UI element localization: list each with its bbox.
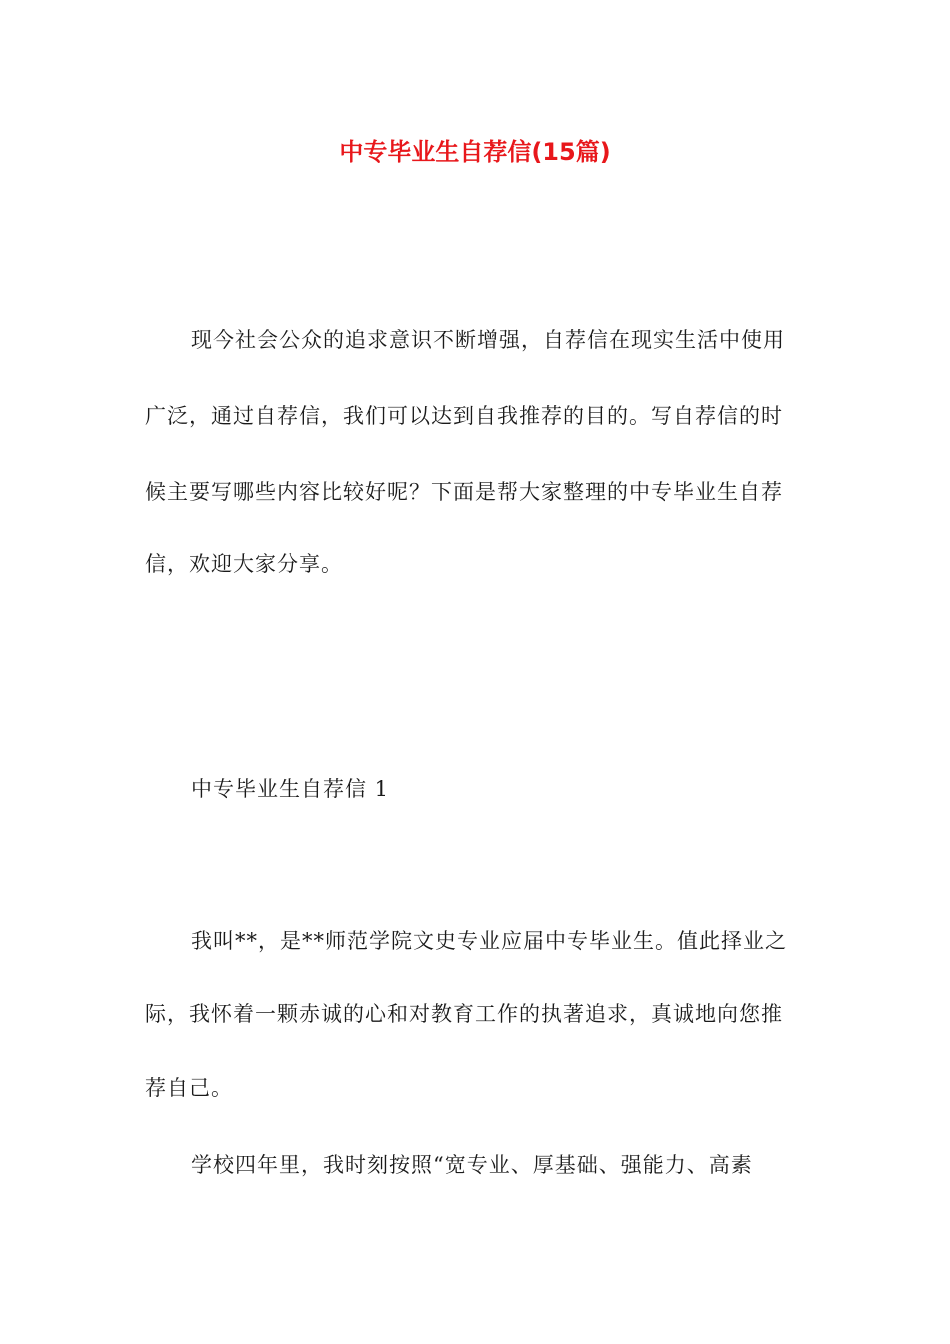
section-heading: 中专毕业生自荐信 1 (191, 777, 390, 801)
body-line: 荐自己。 (145, 1076, 233, 1100)
body-line: 际，我怀着一颗赤诚的心和对教育工作的执著追求，真诚地向您推 (145, 1002, 783, 1026)
document-title: 中专毕业生自荐信(15篇) (339, 138, 611, 166)
intro-line: 广泛，通过自荐信，我们可以达到自我推荐的目的。写自荐信的时 (145, 404, 783, 428)
body-line: 我叫**，是**师范学院文史专业应届中专毕业生。值此择业之 (191, 929, 787, 953)
intro-line: 现今社会公众的追求意识不断增强，自荐信在现实生活中使用 (191, 328, 785, 352)
body-line: 学校四年里，我时刻按照“宽专业、厚基础、强能力、高素 (191, 1153, 753, 1177)
intro-line: 信，欢迎大家分享。 (145, 552, 343, 576)
intro-line: 候主要写哪些内容比较好呢？下面是帮大家整理的中专毕业生自荐 (145, 480, 783, 504)
